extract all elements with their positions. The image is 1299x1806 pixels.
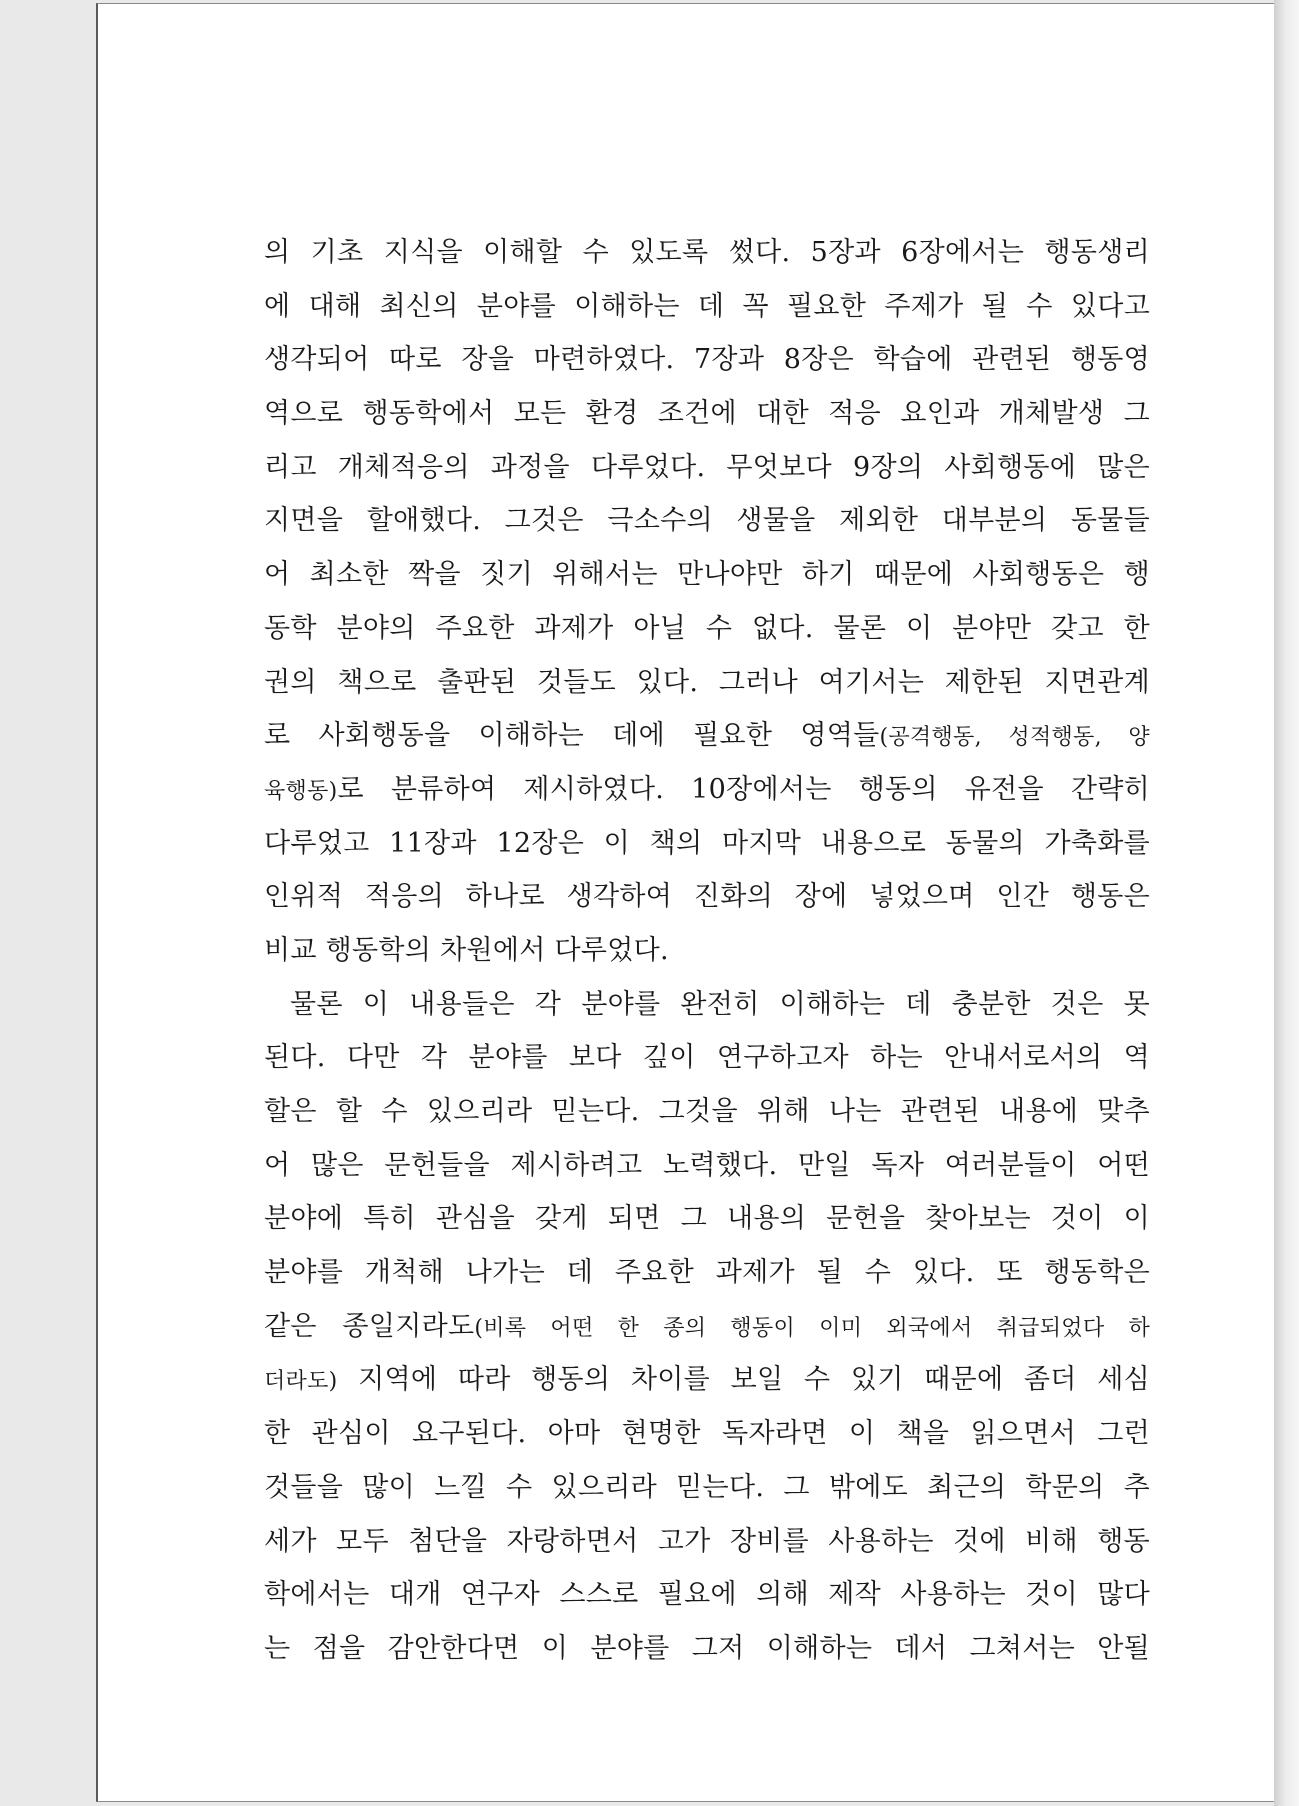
text-line: 생각되어 따로 장을 마련하였다. 7장과 8장은 학습에 관련된 행동영 <box>264 344 1150 376</box>
text-line: 는 점을 감안한다면 이 분야를 그저 이해하는 데서 그쳐서는 안될 <box>264 1632 1150 1664</box>
text-run: 지역에 따라 행동의 차이를 보일 수 있기 때문에 좀더 세심 <box>337 1364 1150 1396</box>
text-line: 의 기초 지식을 이해할 수 있도록 썼다. 5장과 6장에서는 행동생리 <box>264 237 1150 268</box>
text-line: 물론 이 내용들은 각 분야를 완전히 이해하는 데 충분한 것은 못 <box>290 988 1150 1020</box>
text-line: 어 많은 문헌들을 제시하려고 노력했다. 만일 독자 여러분들이 어떤 <box>264 1149 1150 1181</box>
text-run: 같은 종일지라도 <box>264 1310 475 1342</box>
text-line <box>264 1353 1150 1407</box>
text-line <box>264 763 1150 817</box>
text-line: 할은 할 수 있으리라 믿는다. 그것을 위해 나는 관련된 내용에 맞추 <box>264 1096 1150 1127</box>
text-line: 권의 책으로 출판된 것들도 있다. 그러나 여기서는 제한된 지면관계 <box>264 666 1150 698</box>
text-line: 된다. 다만 각 분야를 보다 깊이 연구하고자 하는 안내서로서의 역 <box>264 1042 1150 1074</box>
text-run: 로 분류하여 제시하였다. 10장에서는 행동의 유전을 간략히 <box>337 773 1150 805</box>
text-line: 비교 행동학의 차원에서 다루었다. <box>264 934 669 966</box>
text-line: 분야를 개척해 나가는 데 주요한 과제가 될 수 있다. 또 행동학은 <box>264 1257 1150 1289</box>
paragraph-2 <box>264 978 1150 1676</box>
text-line: 학에서는 대개 연구자 스스로 필요에 의해 제작 사용하는 것이 많다 <box>264 1579 1150 1611</box>
page-edge-shadow <box>1274 0 1299 1806</box>
text-line: 인위적 적응의 하나로 생각하여 진화의 장에 넣었으며 인간 행동은 <box>264 881 1150 913</box>
text-line <box>264 709 1150 763</box>
text-line: 세가 모두 첨단을 자랑하면서 고가 장비를 사용하는 것에 비해 행동 <box>264 1525 1150 1557</box>
text-line: 한 관심이 요구된다. 아마 현명한 독자라면 이 책을 읽으면서 그런 <box>264 1418 1150 1450</box>
text-line <box>264 1300 1150 1354</box>
text-line: 어 최소한 짝을 짓기 위해서는 만나야만 하기 때문에 사회행동은 행 <box>264 559 1150 591</box>
parenthetical-text: (비록 어떤 한 종의 행동이 이미 외국에서 취급되었다 하 <box>474 1315 1150 1341</box>
text-run: 로 사회행동을 이해하는 데에 필요한 영역들 <box>264 720 880 752</box>
text-line: 지면을 할애했다. 그것은 극소수의 생물을 제외한 대부분의 동물들 <box>264 505 1150 537</box>
text-line: 역으로 행동학에서 모든 환경 조건에 대한 적응 요인과 개체발생 그 <box>264 398 1150 430</box>
text-line: 동학 분야의 주요한 과제가 아닐 수 없다. 물론 이 분야만 갖고 한 <box>264 612 1150 644</box>
parenthetical-text: 육행동) <box>264 778 338 804</box>
text-line: 에 대해 최신의 분야를 이해하는 데 꼭 필요한 주제가 될 수 있다고 <box>264 290 1150 322</box>
text-line: 다루었고 11장과 12장은 이 책의 마지막 내용으로 동물의 가축화를 <box>264 827 1150 859</box>
body-text <box>264 226 1150 1676</box>
paragraph-1 <box>264 226 1150 978</box>
parenthetical-text: 더라도) <box>264 1369 338 1395</box>
text-line: 분야에 특히 관심을 갖게 되면 그 내용의 문헌을 찾아보는 것이 이 <box>264 1203 1150 1235</box>
text-line: 것들을 많이 느낄 수 있으리라 믿는다. 그 밖에도 최근의 학문의 추 <box>264 1471 1150 1503</box>
parenthetical-text: (공격행동, 성적행동, 양 <box>879 725 1150 751</box>
text-line: 리고 개체적응의 과정을 다루었다. 무엇보다 9장의 사회행동에 많은 <box>264 451 1150 483</box>
